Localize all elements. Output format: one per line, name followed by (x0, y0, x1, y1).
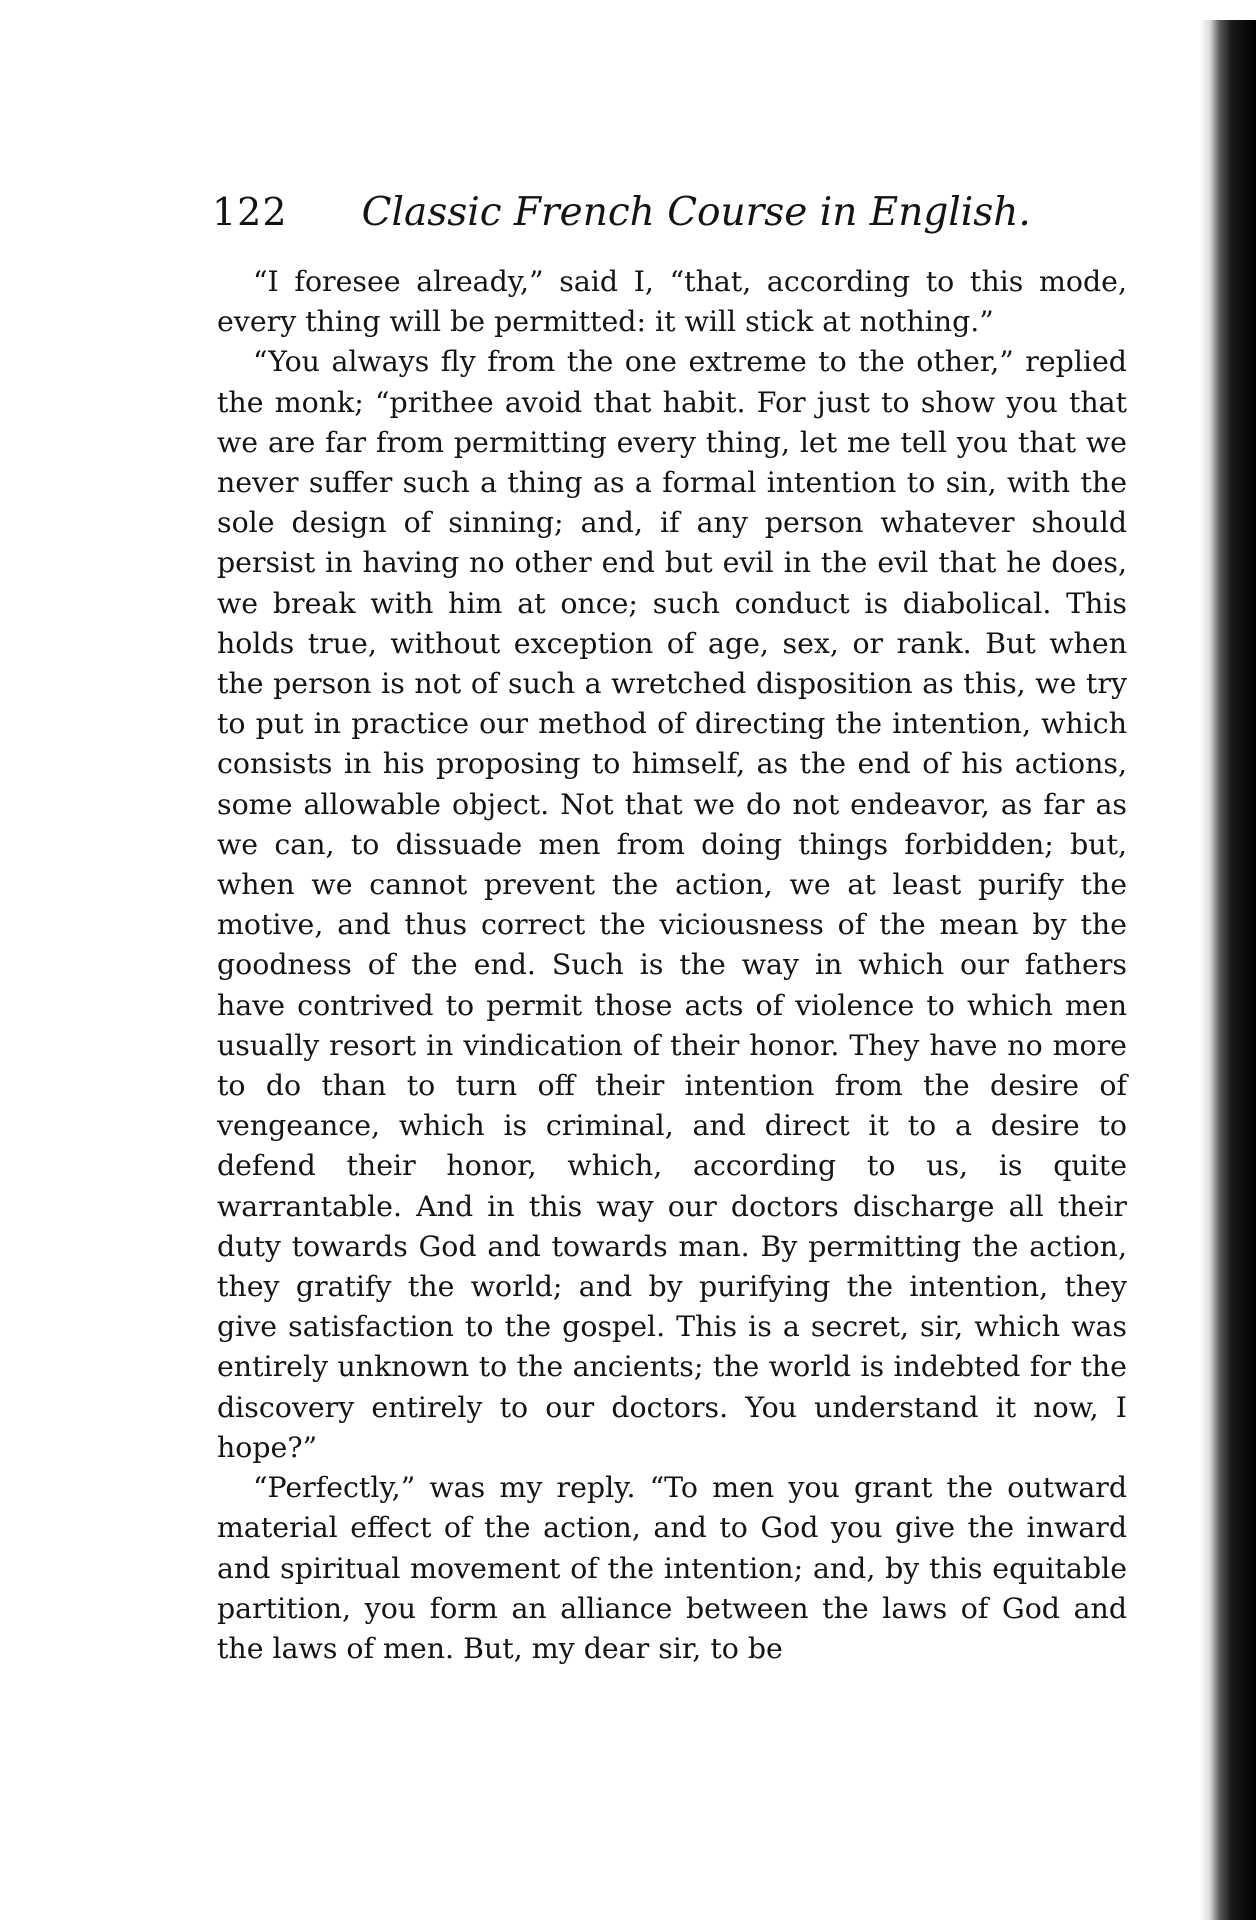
paragraph-1: “I foresee already,” said I, “that, according to this mode, every thing will be permitted: it will stick at nothing.” (217, 265, 1127, 339)
paragraph-3: “Perfectly,” was my reply. “To men you grant the outward material effect of the action, and to God you give the inward and spiritual movement of the intention; and, by this equitable partition, you form an alliance between the laws of God and the laws of men. But, my dear sir, to be (217, 1471, 1127, 1665)
page-number: 122 (212, 190, 288, 234)
binding-edge (1200, 20, 1256, 1920)
paragraph-2: “You always fly from the one extreme to the other,” replied the monk; “prithee avoid that habit. For just to show you that we are far from permitting every thing, let me tell you that we never suffer such a thing as a formal intention to sin, with the sole design of sinning; and, if any person whatever should persist in having no other end but evil in the evil that he does, we break with him at once; such conduct is diabolical. This holds true, without exception of age, sex, or rank. But when the person is not of such a wretched disposition as this, we try to put in practice our method of directing the intention, which consists in his proposing to himself, as the end of his actions, some allowable object. Not that we do not endeavor, as far as we can, to dissuade men from doing things forbidden; but, when we cannot prevent the action, we at least purify the motive, and thus correct the viciousness of the mean by the goodness of the end. Such is the way in which our fathers have contrived to permit those acts of violence to which men usually resort in vindication of their honor. They have no more to do than to turn off their intention from the desire of vengeance, which is criminal, and direct it to a desire to defend their honor, which, according to us, is quite warrantable. And in this way our doctors discharge all their duty towards God and towards man. By permitting the action, they gratify the world; and by purifying the intention, they give satisfaction to the gospel. This is a secret, sir, which was entirely unknown to the ancients; the world is indebted for the discovery entirely to our doctors. You understand it now, I hope?” (217, 345, 1127, 1464)
running-title: Classic French Course in English. (361, 190, 1031, 235)
body-text (217, 262, 1127, 1669)
page-header (212, 182, 1132, 242)
